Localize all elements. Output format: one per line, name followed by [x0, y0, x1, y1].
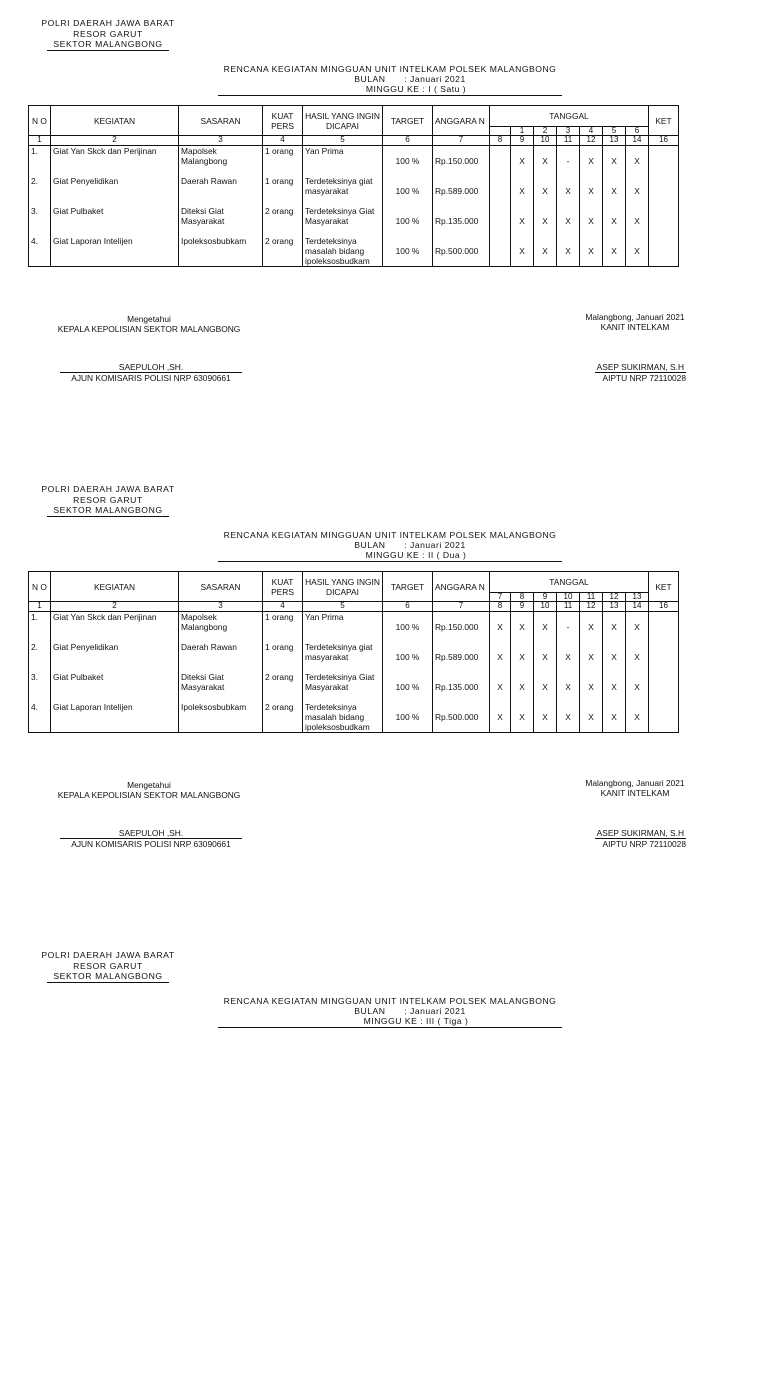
row-anggaran: Rp.500.000 [433, 702, 490, 733]
activity-table [28, 571, 679, 733]
row-target: 100 % [383, 672, 433, 702]
row-ket [649, 206, 679, 236]
column-number: 8 [490, 136, 511, 146]
date-cell: 8 [511, 593, 534, 602]
row-sasaran: Diteksi Giat Masyarakat [179, 672, 263, 702]
row-kuat-pers: 2 orang [263, 702, 303, 733]
day-mark: X [557, 642, 580, 672]
row-ket [649, 146, 679, 177]
plan-title: RENCANA KEGIATAN MINGGUAN UNIT INTELKAM POLSEK MALANGBONG [223, 530, 557, 540]
day-mark: X [511, 612, 534, 643]
day-mark: X [557, 176, 580, 206]
row-ket [649, 236, 679, 267]
date-cell: 10 [557, 593, 580, 602]
row-sasaran: Diteksi Giat Masyarakat [179, 206, 263, 236]
day-mark: X [580, 146, 603, 177]
column-number: 5 [303, 136, 383, 146]
organization-header [38, 950, 178, 983]
kanit-name: ASEP SUKIRMAN, S.H [596, 362, 684, 372]
day-mark: X [626, 146, 649, 177]
column-number: 12 [580, 602, 603, 612]
row-no: 2. [29, 642, 51, 672]
org-line: RESOR GARUT [73, 28, 143, 39]
row-anggaran: Rp.150.000 [433, 612, 490, 643]
weekly-plan-section [0, 932, 768, 1398]
organization-header [38, 484, 178, 517]
header-kegiatan: KEGIATAN [51, 572, 179, 602]
kanit-name-block [576, 828, 686, 849]
date-cell: 4 [580, 127, 603, 136]
row-anggaran: Rp.589.000 [433, 642, 490, 672]
row-sasaran: Mapolsek Malangbong [179, 146, 263, 177]
row-kegiatan: Giat Pulbaket [51, 672, 179, 702]
day-mark: X [511, 672, 534, 702]
column-number: 1 [29, 136, 51, 146]
row-hasil: Terdeteksinya masalah bidang ipoleksosbudkam [303, 236, 383, 267]
table-row [29, 642, 679, 672]
day-mark: X [580, 642, 603, 672]
mengetahui-label: Mengetahui [127, 314, 171, 324]
kapolsek-name: SAEPULOH ,SH. [60, 828, 242, 839]
header-ket: KET [649, 572, 679, 602]
row-no: 1. [29, 612, 51, 643]
kanit-rank: AIPTU NRP 72110028 [602, 839, 686, 849]
day-mark: X [580, 702, 603, 733]
row-no: 4. [29, 702, 51, 733]
header-target: TARGET [383, 572, 433, 602]
column-number: 10 [534, 136, 557, 146]
place-date: Malangbong, Januari 2021 [585, 778, 685, 788]
day-mark: X [511, 206, 534, 236]
day-mark: X [580, 176, 603, 206]
kanit-title: KANIT INTELKAM [600, 788, 670, 798]
header-kuat-pers: KUAT PERS [263, 572, 303, 602]
column-number: 2 [51, 136, 179, 146]
table-row [29, 206, 679, 236]
row-kegiatan: Giat Pulbaket [51, 206, 179, 236]
minggu-label: MINGGU KE : [365, 84, 426, 94]
column-number: 7 [433, 602, 490, 612]
header-sasaran: SASARAN [179, 572, 263, 602]
header-anggaran: ANGGARA N [433, 106, 490, 136]
day-mark: X [580, 236, 603, 267]
row-ket [649, 702, 679, 733]
row-target: 100 % [383, 612, 433, 643]
row-kuat-pers: 2 orang [263, 672, 303, 702]
header-no: N O [29, 106, 51, 136]
plan-title: RENCANA KEGIATAN MINGGUAN UNIT INTELKAM POLSEK MALANGBONG [223, 64, 557, 74]
table-row [29, 236, 679, 267]
date-cell: 9 [534, 593, 557, 602]
column-number: 2 [51, 602, 179, 612]
table-row [29, 672, 679, 702]
row-target: 100 % [383, 236, 433, 267]
org-line: RESOR GARUT [73, 494, 143, 505]
day-mark [490, 176, 511, 206]
activity-table [28, 105, 679, 267]
row-ket [649, 612, 679, 643]
organization-header [38, 18, 178, 51]
day-mark: X [534, 176, 557, 206]
org-line: SEKTOR MALANGBONG [47, 39, 168, 51]
plan-title: RENCANA KEGIATAN MINGGUAN UNIT INTELKAM POLSEK MALANGBONG [223, 996, 557, 1006]
table-row [29, 176, 679, 206]
header-hasil: HASIL YANG INGIN DICAPAI [303, 106, 383, 136]
org-line: POLRI DAERAH JAWA BARAT [41, 950, 175, 960]
minggu-value: III ( Tiga ) [426, 1016, 469, 1026]
bulan-value: : Januari 2021 [404, 1006, 466, 1016]
row-hasil: Terdeteksinya Giat Masyarakat [303, 206, 383, 236]
row-hasil: Yan Prima [303, 146, 383, 177]
date-cell: 2 [534, 127, 557, 136]
minggu-label: MINGGU KE : [365, 550, 426, 560]
row-target: 100 % [383, 702, 433, 733]
row-anggaran: Rp.500.000 [433, 236, 490, 267]
header-no: N O [29, 572, 51, 602]
header-kuat-pers: KUAT PERS [263, 106, 303, 136]
row-kegiatan: Giat Laporan Intelijen [51, 236, 179, 267]
plan-title-block [218, 64, 562, 96]
bulan-value: : Januari 2021 [404, 74, 466, 84]
column-number: 6 [383, 136, 433, 146]
header-target: TARGET [383, 106, 433, 136]
day-mark: X [603, 146, 626, 177]
row-kegiatan: Giat Penyelidikan [51, 642, 179, 672]
bulan-label: BULAN [354, 1006, 386, 1016]
bulan-label: BULAN [354, 74, 386, 84]
row-ket [649, 176, 679, 206]
kapolsek-signature [48, 780, 250, 800]
date-cell: 12 [603, 593, 626, 602]
day-mark: X [626, 702, 649, 733]
row-kegiatan: Giat Laporan Intelijen [51, 702, 179, 733]
day-mark: X [580, 206, 603, 236]
kanit-name-block [576, 362, 686, 383]
column-number: 1 [29, 602, 51, 612]
row-kuat-pers: 2 orang [263, 236, 303, 267]
day-mark: - [557, 146, 580, 177]
kanit-title: KANIT INTELKAM [600, 322, 670, 332]
day-mark: X [534, 642, 557, 672]
header-tanggal: TANGGAL [490, 106, 649, 127]
bulan-value: : Januari 2021 [404, 540, 466, 550]
row-sasaran: Daerah Rawan [179, 642, 263, 672]
kapolsek-name: SAEPULOH ,SH. [60, 362, 242, 373]
kapolsek-signature [48, 314, 250, 334]
org-line: SEKTOR MALANGBONG [47, 505, 168, 517]
day-mark [490, 236, 511, 267]
row-no: 2. [29, 176, 51, 206]
row-hasil: Terdeteksinya giat masyarakat [303, 176, 383, 206]
column-number: 12 [580, 136, 603, 146]
day-mark: X [603, 642, 626, 672]
row-kuat-pers: 1 orang [263, 176, 303, 206]
column-number: 9 [511, 136, 534, 146]
day-mark: X [511, 176, 534, 206]
plan-title-block [218, 530, 562, 562]
day-mark: X [626, 176, 649, 206]
minggu-value: I ( Satu ) [428, 84, 467, 94]
header-sasaran: SASARAN [179, 106, 263, 136]
day-mark: X [603, 176, 626, 206]
plan-title-block [218, 996, 562, 1028]
table-row [29, 612, 679, 643]
day-mark: X [603, 702, 626, 733]
date-cell: 6 [626, 127, 649, 136]
day-mark: X [603, 206, 626, 236]
column-number: 13 [603, 602, 626, 612]
place-date: Malangbong, Januari 2021 [585, 312, 685, 322]
row-target: 100 % [383, 176, 433, 206]
org-line: RESOR GARUT [73, 960, 143, 971]
row-kegiatan: Giat Yan Skck dan Perijinan [51, 146, 179, 177]
row-target: 100 % [383, 642, 433, 672]
row-anggaran: Rp.150.000 [433, 146, 490, 177]
column-number: 10 [534, 602, 557, 612]
row-kuat-pers: 1 orang [263, 612, 303, 643]
kanit-rank: AIPTU NRP 72110028 [602, 373, 686, 383]
header-ket: KET [649, 106, 679, 136]
row-sasaran: Ipoleksosbubkam [179, 702, 263, 733]
column-number: 11 [557, 602, 580, 612]
weekly-plan-section [0, 0, 768, 466]
day-mark: X [490, 642, 511, 672]
date-cell: 11 [580, 593, 603, 602]
row-anggaran: Rp.135.000 [433, 672, 490, 702]
row-kuat-pers: 2 orang [263, 206, 303, 236]
row-hasil: Terdeteksinya masalah bidang ipoleksosbudkam [303, 702, 383, 733]
day-mark: X [511, 236, 534, 267]
mengetahui-label: Mengetahui [127, 780, 171, 790]
column-number: 9 [511, 602, 534, 612]
day-mark: X [511, 642, 534, 672]
column-number: 4 [263, 602, 303, 612]
bulan-label: BULAN [354, 540, 386, 550]
column-number: 5 [303, 602, 383, 612]
org-line: POLRI DAERAH JAWA BARAT [41, 18, 175, 28]
kanit-signature [560, 312, 710, 332]
day-mark: X [557, 702, 580, 733]
day-mark: X [626, 642, 649, 672]
row-ket [649, 642, 679, 672]
row-no: 4. [29, 236, 51, 267]
day-mark: X [511, 702, 534, 733]
column-number: 14 [626, 602, 649, 612]
date-cell: 1 [511, 127, 534, 136]
header-tanggal: TANGGAL [490, 572, 649, 593]
column-number: 11 [557, 136, 580, 146]
kapolsek-name-block [60, 828, 242, 849]
column-number: 16 [649, 136, 679, 146]
row-sasaran: Mapolsek Malangbong [179, 612, 263, 643]
row-no: 3. [29, 206, 51, 236]
day-mark [490, 206, 511, 236]
row-kuat-pers: 1 orang [263, 642, 303, 672]
row-hasil: Terdeteksinya Giat Masyarakat [303, 672, 383, 702]
day-mark: X [603, 672, 626, 702]
date-cell: 13 [626, 593, 649, 602]
table-row [29, 146, 679, 177]
row-ket [649, 672, 679, 702]
day-mark: - [557, 612, 580, 643]
row-no: 3. [29, 672, 51, 702]
day-mark: X [534, 672, 557, 702]
day-mark: X [557, 236, 580, 267]
row-anggaran: Rp.135.000 [433, 206, 490, 236]
column-number: 3 [179, 136, 263, 146]
day-mark: X [626, 672, 649, 702]
day-mark: X [534, 236, 557, 267]
row-target: 100 % [383, 146, 433, 177]
row-kuat-pers: 1 orang [263, 146, 303, 177]
column-number: 8 [490, 602, 511, 612]
day-mark: X [626, 236, 649, 267]
kanit-name: ASEP SUKIRMAN, S.H [596, 828, 684, 838]
org-line: SEKTOR MALANGBONG [47, 971, 168, 983]
column-number: 13 [603, 136, 626, 146]
header-kegiatan: KEGIATAN [51, 106, 179, 136]
column-number: 16 [649, 602, 679, 612]
day-mark: X [603, 612, 626, 643]
day-mark: X [626, 612, 649, 643]
org-line: POLRI DAERAH JAWA BARAT [41, 484, 175, 494]
column-number: 14 [626, 136, 649, 146]
kapolsek-rank: AJUN KOMISARIS POLISI NRP 63090661 [71, 839, 231, 849]
day-mark: X [557, 206, 580, 236]
column-number: 4 [263, 136, 303, 146]
date-cell: 3 [557, 127, 580, 136]
column-number: 3 [179, 602, 263, 612]
weekly-plan-section [0, 466, 768, 932]
row-kegiatan: Giat Penyelidikan [51, 176, 179, 206]
minggu-value: II ( Dua ) [427, 550, 467, 560]
header-hasil: HASIL YANG INGIN DICAPAI [303, 572, 383, 602]
date-cell: 5 [603, 127, 626, 136]
day-mark: X [511, 146, 534, 177]
day-mark: X [490, 672, 511, 702]
day-mark: X [580, 672, 603, 702]
column-number: 7 [433, 136, 490, 146]
kapolsek-title: KEPALA KEPOLISIAN SEKTOR MALANGBONG [57, 790, 241, 800]
day-mark: X [626, 206, 649, 236]
day-mark: X [603, 236, 626, 267]
kapolsek-rank: AJUN KOMISARIS POLISI NRP 63090661 [71, 373, 231, 383]
header-anggaran: ANGGARA N [433, 572, 490, 602]
row-target: 100 % [383, 206, 433, 236]
date-cell: 7 [490, 593, 511, 602]
row-sasaran: Ipoleksosbubkam [179, 236, 263, 267]
day-mark: X [580, 612, 603, 643]
day-mark: X [534, 206, 557, 236]
kapolsek-name-block [60, 362, 242, 383]
day-mark: X [557, 672, 580, 702]
column-number: 6 [383, 602, 433, 612]
row-sasaran: Daerah Rawan [179, 176, 263, 206]
table-row [29, 702, 679, 733]
row-kegiatan: Giat Yan Skck dan Perijinan [51, 612, 179, 643]
day-mark: X [490, 702, 511, 733]
row-anggaran: Rp.589.000 [433, 176, 490, 206]
day-mark [490, 146, 511, 177]
row-hasil: Terdeteksinya giat masyarakat [303, 642, 383, 672]
row-no: 1. [29, 146, 51, 177]
day-mark: X [534, 702, 557, 733]
kanit-signature [560, 778, 710, 798]
day-mark: X [534, 612, 557, 643]
kapolsek-title: KEPALA KEPOLISIAN SEKTOR MALANGBONG [57, 324, 241, 334]
day-mark: X [490, 612, 511, 643]
day-mark: X [534, 146, 557, 177]
minggu-label: MINGGU KE : [363, 1016, 424, 1026]
row-hasil: Yan Prima [303, 612, 383, 643]
